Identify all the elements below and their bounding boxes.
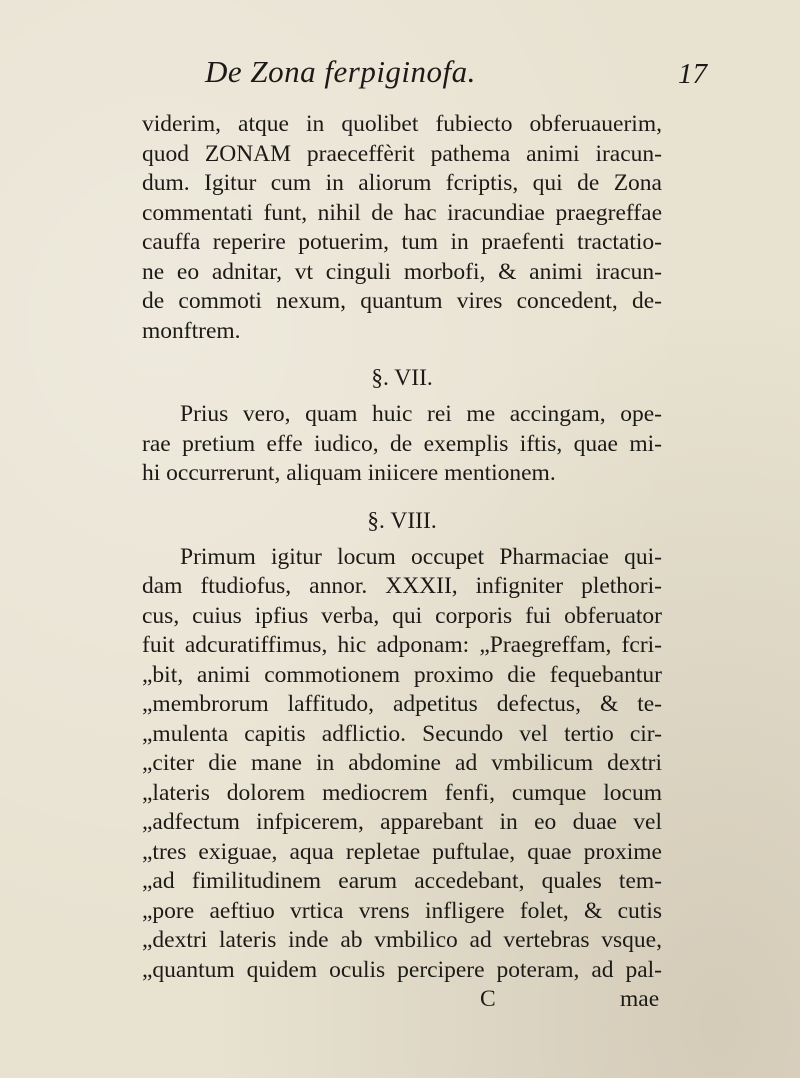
text-line: „dextri lateris inde ab vmbilico ad vertebras vsque, — [142, 927, 662, 953]
text-line: „bit, animi commotionem proximo die fequebantur — [142, 661, 662, 688]
page-footer — [142, 985, 662, 1015]
text-line: commentati funt, nihil de hac iracundiae praegreffae — [142, 199, 662, 226]
section-7-paragraph — [142, 400, 662, 489]
text-line: „citer die mane in abdomine ad vmbilicum dextri — [142, 750, 662, 776]
text-line: hi occurrerunt, aliquam iniicere mentionem. — [142, 460, 556, 486]
text-line: „adfectum infpicerem, apparebant in eo duae vel — [142, 809, 662, 835]
page-number: 17 — [678, 58, 707, 90]
text-line: cauffa reperire potuerim, tum in praefenti tractatio- — [142, 229, 662, 255]
catchword: mae — [620, 986, 660, 1012]
text-line: dum. Igitur cum in aliorum fcriptis, qui de Zona — [142, 170, 662, 196]
signature-mark: C — [480, 986, 496, 1012]
paragraph-1 — [142, 110, 662, 346]
section-heading-vii: §. VII. — [371, 365, 433, 391]
text-line: Prius vero, quam huic rei me accingam, ope- — [180, 401, 662, 427]
text-line: „membrorum laffitudo, adpetitus defectus, & te- — [142, 691, 662, 717]
text-line: „quantum quidem oculis percipere poteram, ad pal- — [142, 956, 662, 983]
text-block — [142, 110, 662, 1015]
text-line: „ad fimilitudinem earum accedebant, quales tem- — [142, 868, 662, 894]
page-header — [0, 54, 800, 94]
text-line: viderim, atque in quolibet fubiecto obferuauerim, — [142, 111, 662, 137]
section-8-paragraph — [142, 543, 662, 986]
text-line: ne eo adnitar, vt cinguli morbofi, & animi iracun- — [142, 258, 662, 285]
text-line: dam ftudiofus, annor. XXXII, infigniter plethori- — [142, 573, 662, 599]
text-line: rae pretium effe iudico, de exemplis iftis, quae mi- — [142, 430, 662, 457]
text-line: „lateris dolorem mediocrem fenfi, cumque locum — [142, 779, 662, 806]
text-line: „pore aeftiuo vrtica vrens infligere folet, & cutis — [142, 897, 662, 924]
text-line: „tres exiguae, aqua repletae puftulae, quae proxime — [142, 838, 662, 865]
text-line: cus, cuius ipfius verba, qui corporis fui obferuator — [142, 602, 662, 629]
text-line: monftrem. — [142, 317, 241, 344]
text-line: quod ZONAM praeceffèrit pathema animi iracun- — [142, 140, 662, 167]
section-heading-viii: §. VIII. — [367, 507, 437, 534]
text-line: fuit adcuratiffimus, hic adponam: „Praegreffam, fcri- — [142, 632, 662, 658]
text-line: „mulenta capitis adflictio. Secundo vel tertio cir- — [142, 720, 662, 747]
running-title: De Zona ferpiginofa. — [205, 54, 476, 89]
text-line: Primum igitur locum occupet Pharmaciae qui- — [180, 543, 662, 570]
text-line: de commoti nexum, quantum vires concedent, de- — [142, 288, 662, 314]
